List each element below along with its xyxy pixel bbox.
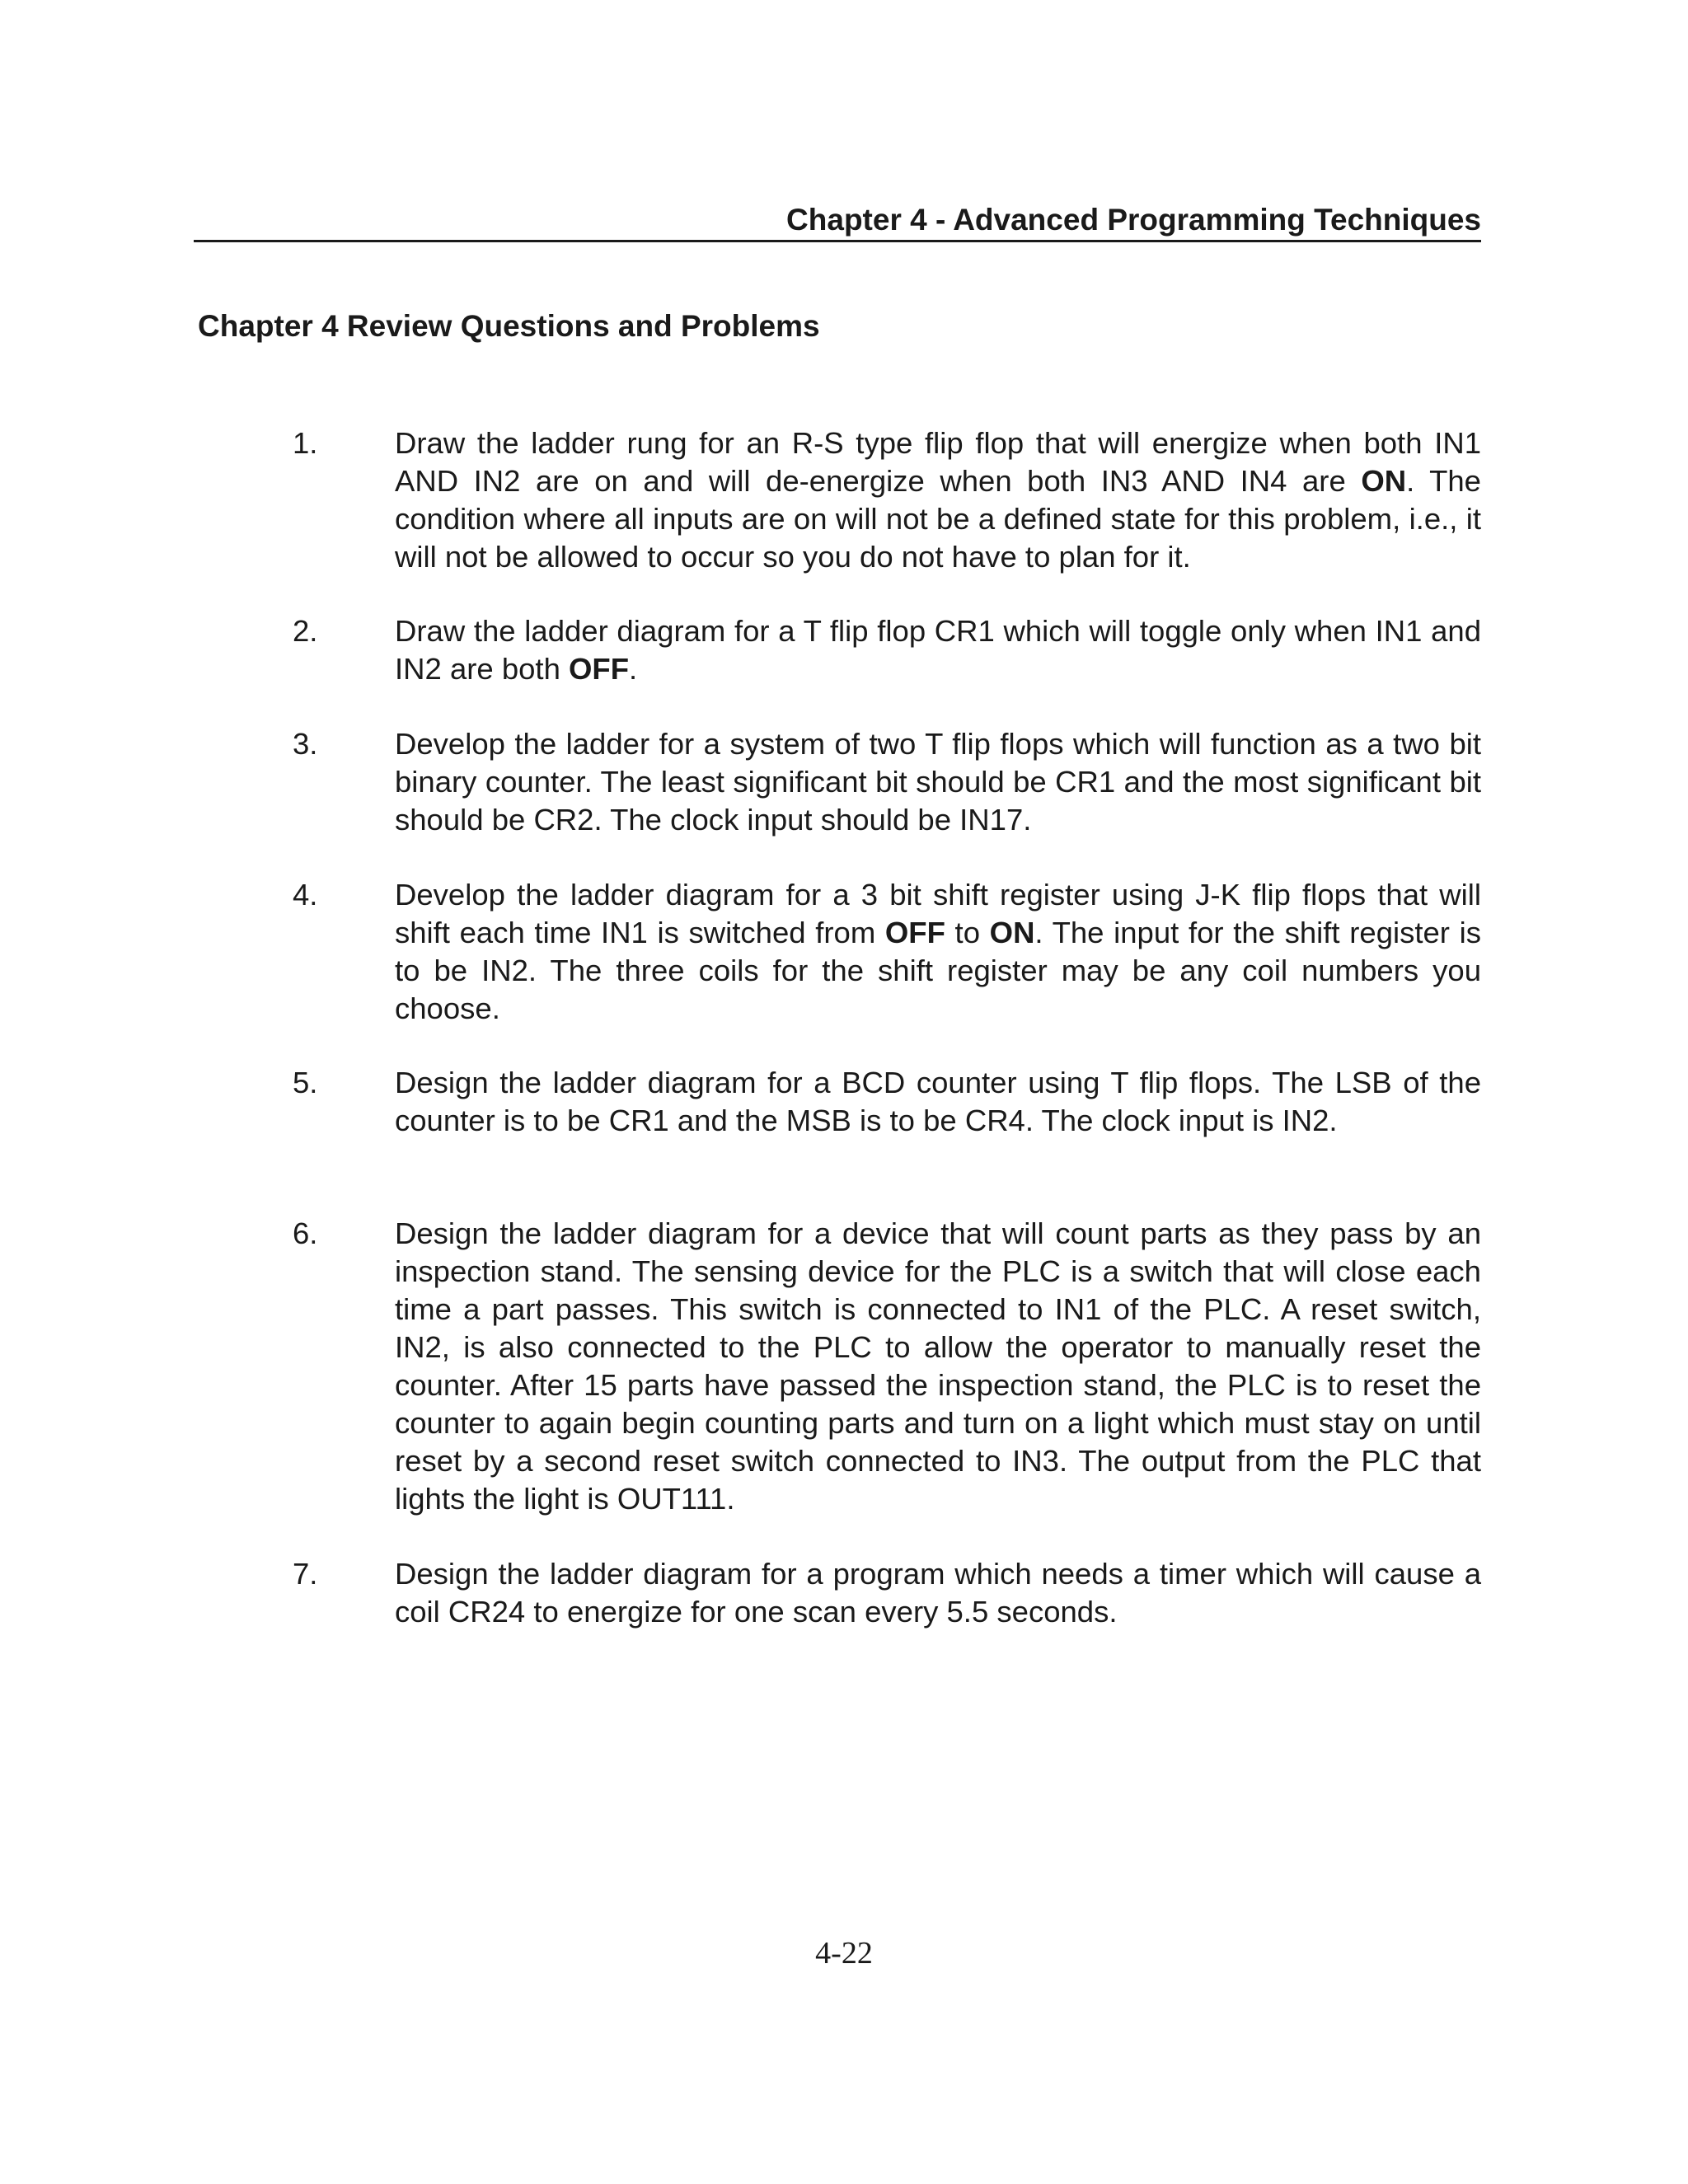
question-number: 3. — [293, 727, 318, 761]
question-number: 6. — [293, 1216, 318, 1250]
question-text: Develop the ladder diagram for a 3 bit shift register using J-K flip flops that will shift each time IN1 is switched from OFF to ON. The input for the shift register is to be IN2. The three coils for the shift register may be any coil numbers you choose. — [395, 878, 1481, 1025]
bold-term: OFF — [884, 916, 945, 949]
question-item — [293, 1064, 1481, 1140]
bold-term: ON — [1361, 464, 1407, 498]
bold-term: OFF — [569, 652, 629, 686]
questions-list — [293, 424, 1481, 1631]
page-header — [194, 198, 1481, 242]
question-item — [293, 612, 1481, 688]
page-number: 4-22 — [815, 1936, 873, 1971]
question-number: 2. — [293, 614, 318, 648]
question-text: Develop the ladder for a system of two T flip flops which will function as a two bit binary counter. The least significant bit should be CR1 and the most significant bit should be CR2. The clock input should be IN17. — [395, 727, 1481, 837]
question-text: Design the ladder diagram for a device that will count parts as they pass by an inspection stand. The sensing device for the PLC is a switch that will close each time a part passes. This switch is connected to IN1 of the PLC. A reset switch, IN2, is also connected to the PLC to allow the operator to manually reset the counter. After 15 parts have passed the inspection stand, the PLC is to reset the counter to again begin counting parts and turn on a light which must stay on until reset by a second reset switch connected to IN3. The output from the PLC that lights the light is OUT111. — [395, 1216, 1481, 1516]
question-item — [293, 424, 1481, 576]
section-title: Chapter 4 Review Questions and Problems — [198, 309, 820, 343]
question-number: 5. — [293, 1066, 318, 1099]
chapter-title: Chapter 4 - Advanced Programming Techniques — [786, 203, 1481, 237]
question-text: Draw the ladder rung for an R-S type flip flop that will energize when both IN1 AND IN2 are on and will de-energize when both IN3 AND IN4 are ON. The condition where all inputs are on will not be a defined state for this problem, i.e., it will not be allowed to occur so you do not have to plan for it. — [395, 426, 1481, 574]
question-item — [293, 1555, 1481, 1631]
question-text: Design the ladder diagram for a BCD counter using T flip flops. The LSB of the counter is to be CR1 and the MSB is to be CR4. The clock input is IN2. — [395, 1066, 1481, 1137]
question-item — [293, 876, 1481, 1028]
question-text: Design the ladder diagram for a program which needs a timer which will cause a coil CR24 to energize for one scan every 5.5 seconds. — [395, 1557, 1481, 1629]
question-number: 4. — [293, 878, 318, 912]
question-text: Draw the ladder diagram for a T flip flop CR1 which will toggle only when IN1 and IN2 are both OFF. — [395, 614, 1481, 686]
question-item — [293, 1215, 1481, 1518]
question-number: 7. — [293, 1557, 318, 1591]
question-item — [293, 725, 1481, 839]
bold-term: ON — [989, 916, 1035, 949]
question-number: 1. — [293, 426, 318, 460]
